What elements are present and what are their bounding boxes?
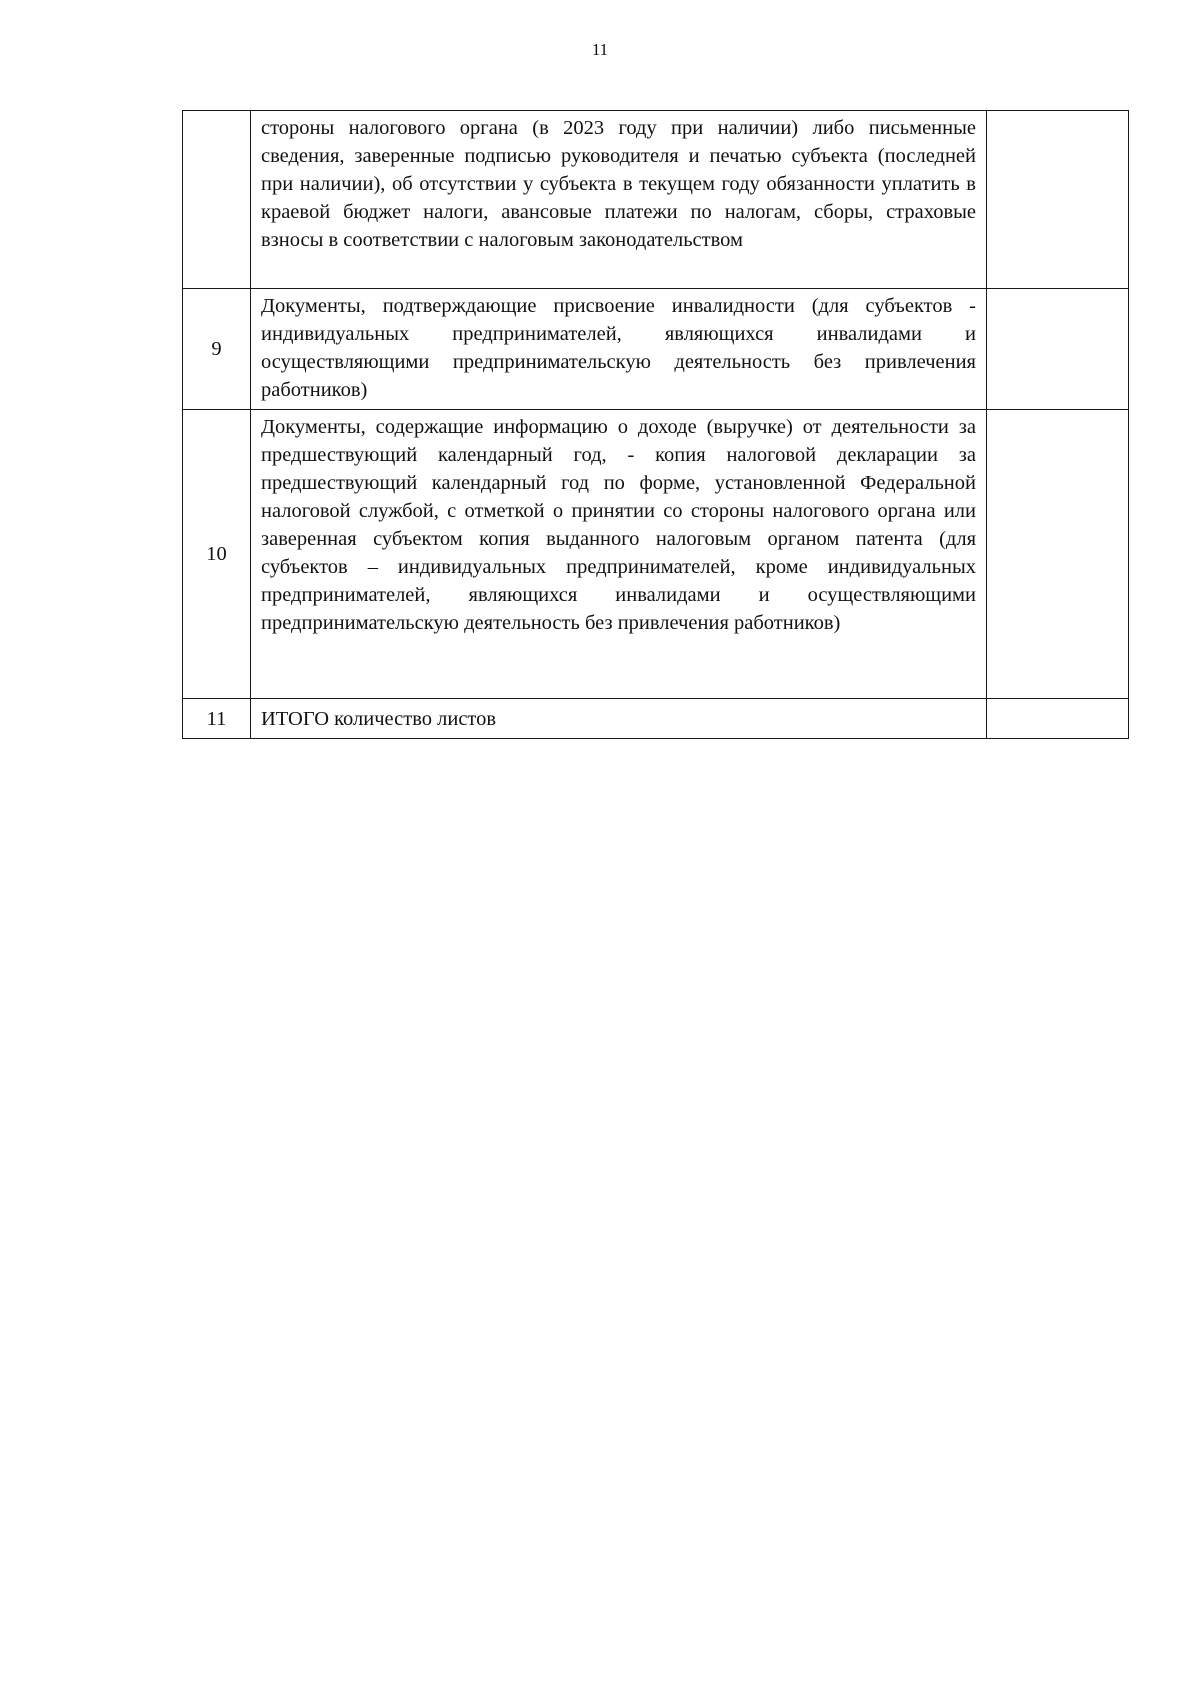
document-description-cell: Документы, подтверждающие присвоение инвалидности (для субъектов - индивидуальных предпринимателей, являющихся инвалидами и осуществляющими предпринимательскую деятельность без привлечения работников) — [251, 289, 987, 410]
table-row-total — [183, 699, 1129, 739]
sheet-count-cell — [987, 111, 1129, 289]
row-number-cell: 10 — [183, 410, 251, 699]
table-row — [183, 289, 1129, 410]
row-number-cell: 11 — [183, 699, 251, 739]
document-description-cell: стороны налогового органа (в 2023 году при наличии) либо письменные сведения, заверенные подписью руководителя и печатью субъекта (последней при наличии), об отсутствии у субъекта в текущем году обязанности уплатить в краевой бюджет налоги, авансовые платежи по налогам, сборы, страховые взносы в соответствии с налоговым законодательством — [251, 111, 987, 289]
sheet-count-cell — [987, 410, 1129, 699]
table-row — [183, 111, 1129, 289]
row-number-cell — [183, 111, 251, 289]
document-description-cell: Документы, содержащие информацию о доходе (выручке) от деятельности за предшествующий календарный год, - копия налоговой декларации за предшествующий календарный год по форме, установленной Федеральной налоговой службой, с отметкой о принятии со стороны налогового органа или заверенная субъектом копия выданного налоговым органом патента (для субъектов – индивидуальных предпринимателей, кроме индивидуальных предпринимателей, являющихся инвалидами и осуществляющими предпринимательскую деятельность без привлечения работников) — [251, 410, 987, 699]
table-row — [183, 410, 1129, 699]
total-sheets-value — [987, 699, 1129, 739]
sheet-count-cell — [987, 289, 1129, 410]
row-number-cell: 9 — [183, 289, 251, 410]
total-sheets-label: ИТОГО количество листов — [251, 699, 987, 739]
documents-table — [182, 110, 1129, 739]
page-number: 11 — [591, 40, 609, 59]
